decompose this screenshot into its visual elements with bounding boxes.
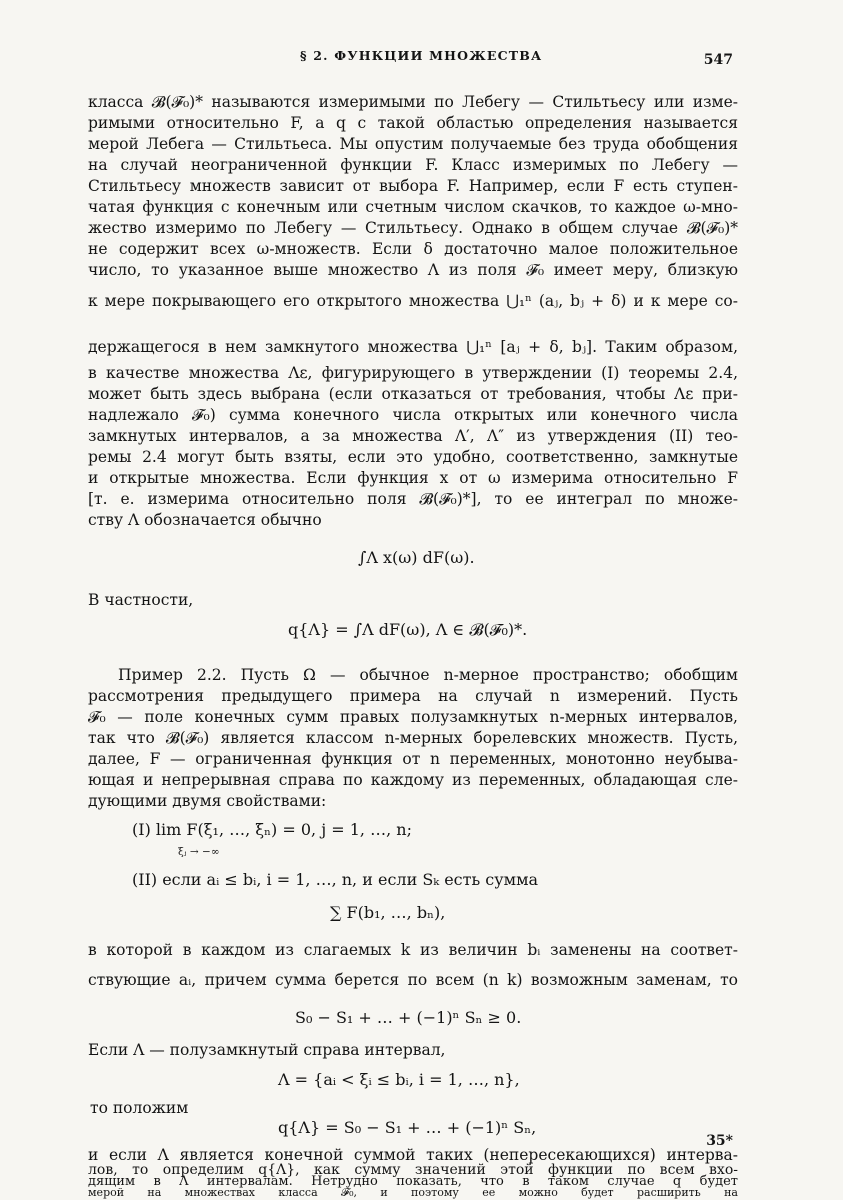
body-line: римыми относительно F, а q с такой областью определения называется xyxy=(88,114,738,132)
signature-mark: 35* xyxy=(706,1133,733,1149)
body-line: к мере покрывающего его открытого множества ⋃₁ⁿ (aⱼ, bⱼ + δ) и к мере со- xyxy=(88,292,738,310)
body-line: может быть здесь выбрана (если отказаться от требования, чтобы Λε при- xyxy=(88,385,738,403)
formula-q: q{Λ} = ∫Λ dF(ω), Λ ∈ 𝓑(𝓕₀)*. xyxy=(288,620,528,639)
body-line: и открытые множества. Если функция x от ω измерима относительно F xyxy=(88,469,738,487)
formula-s-sum: S₀ − S₁ + … + (−1)ⁿ Sₙ ≥ 0. xyxy=(295,1008,522,1027)
example-line: далее, F — ограниченная функция от n переменных, монотонно неубыва- xyxy=(88,750,738,768)
property-1: (I) lim F(ξ₁, …, ξₙ) = 0, j = 1, …, n; xyxy=(132,820,412,839)
body-line: ремы 2.4 могут быть взяты, если это удобно, соответственно, замкнутые xyxy=(88,448,738,466)
body-line: лов, то определим q{Λ}, как сумму значений этой функции по всем вхо- xyxy=(88,1162,738,1178)
body-line: на случай неограниченной функции F. Класс измеримых по Лебегу — xyxy=(88,156,738,174)
body-line: мерой на множествах класса 𝓕₀, и поэтому ее можно будет расширить на xyxy=(88,1186,738,1199)
body-line: число, то указанное выше множество Λ из поля 𝓕₀ имеет меру, близкую xyxy=(88,261,738,279)
example-line: ющая и непрерывная справа по каждому из переменных, обладающая сле- xyxy=(88,771,738,789)
body-line: замкнутых интервалов, а за множества Λ′, Λ″ из утверждения (II) тео- xyxy=(88,427,738,445)
example-line: 𝓕₀ — поле конечных сумм правых полузамкнутых n-мерных интервалов, xyxy=(88,708,738,726)
body-line: держащегося в нем замкнутого множества ⋃₁ⁿ [aⱼ + δ, bⱼ]. Таким образом, xyxy=(88,338,738,356)
body-line: надлежало 𝓕₀) сумма конечного числа открытых или конечного числа xyxy=(88,406,738,424)
body-line: чатая функция с конечным или счетным числом скачков, то каждое ω-мно- xyxy=(88,198,738,216)
body-line: В частности, xyxy=(88,591,194,609)
body-line: жество измеримо по Лебегу — Стильтьесу. Однако в общем случае 𝓑(𝓕₀)* xyxy=(88,219,738,237)
example-line: так что 𝓑(𝓕₀) является классом n-мерных борелевских множеств. Пусть, xyxy=(88,729,738,747)
body-line: Стильтьесу множеств зависит от выбора F. Например, если F есть ступен- xyxy=(88,177,738,195)
formula-lambda-interval: Λ = {aᵢ < ξᵢ ≤ bᵢ, i = 1, …, n}, xyxy=(278,1070,520,1089)
body-line: Если Λ — полузамкнутый справа интервал, xyxy=(88,1041,446,1059)
body-line: ству Λ обозначается обычно xyxy=(88,511,322,529)
formula-integral: ∫Λ x(ω) dF(ω). xyxy=(358,548,475,567)
body-line: класса 𝓑(𝓕₀)* называются измеримыми по Лебегу — Стильтьесу или изме- xyxy=(88,93,738,111)
body-line: мерой Лебега — Стильтьеса. Мы опустим получаемые без труда обобщения xyxy=(88,135,738,153)
running-head: § 2. ФУНКЦИИ МНОЖЕСТВА xyxy=(300,48,543,63)
property-2: (II) если aᵢ ≤ bᵢ, i = 1, …, n, и если Sₖ есть сумма xyxy=(132,870,539,889)
body-line: [т. е. измерима относительно поля 𝓑(𝓕₀)*], то ее интеграл по множе- xyxy=(88,490,738,508)
property-1-limit-subscript: ξⱼ → −∞ xyxy=(178,846,220,858)
body-line: дящим в Λ интервалам. Нетрудно показать, что в таком случае q будет xyxy=(88,1174,738,1189)
body-line: ствующие aᵢ, причем сумма берется по всем (n k) возможным заменам, то xyxy=(88,971,738,989)
body-line: в которой в каждом из слагаемых k из величин bᵢ заменены на соответ- xyxy=(88,941,738,959)
formula-q-s: q{Λ} = S₀ − S₁ + … + (−1)ⁿ Sₙ, xyxy=(278,1118,537,1137)
body-line: и если Λ является конечной суммой таких (непересекающихся) интерва- xyxy=(88,1146,738,1164)
formula-sum: ∑ F(b₁, …, bₙ), xyxy=(330,903,446,922)
page-number: 547 xyxy=(703,52,733,68)
body-line: в качестве множества Λε, фигурирующего в утверждении (I) теоремы 2.4, xyxy=(88,364,738,382)
example-line: рассмотрения предыдущего примера на случай n измерений. Пусть xyxy=(88,687,738,705)
body-line: то положим xyxy=(90,1099,189,1117)
example-line: дующими двумя свойствами: xyxy=(88,792,327,810)
example-line: Пример 2.2. Пусть Ω — обычное n-мерное пространство; обобщим xyxy=(118,666,738,684)
body-line: не содержит всех ω-множеств. Если δ достаточно малое положительное xyxy=(88,240,738,258)
